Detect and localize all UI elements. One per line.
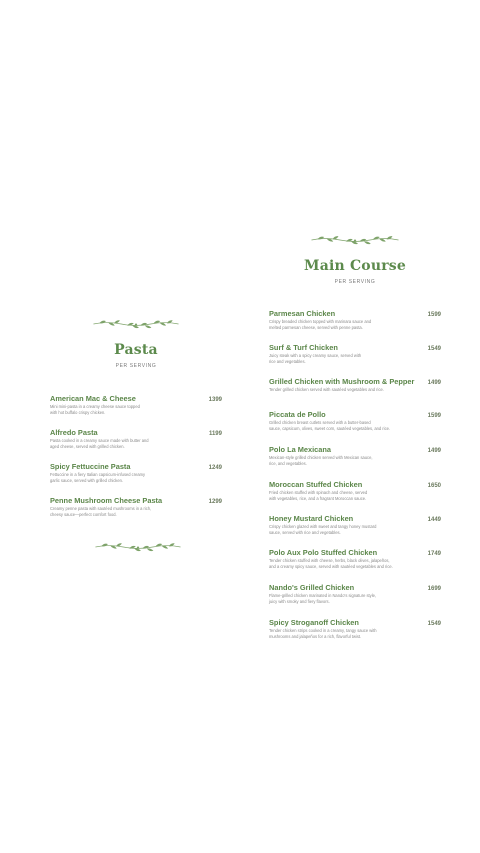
item-name: Polo Aux Polo Stuffed Chicken [269,548,378,557]
item-description: Flame-grilled chicken marinated in Nando's signature style, [269,593,377,598]
item-name: Grilled Chicken with Mushroom & Pepper [269,377,415,386]
item-price: 1749 [427,551,441,557]
item-price: 1499 [427,448,441,454]
item-name: Surf & Turf Chicken [269,343,338,352]
item-description: juicy with smoky and fiery flavors. [269,599,330,604]
menu-item [269,445,441,467]
item-description: Tender chicken strips cooked in a creamy, tangy sauce with [269,628,377,633]
item-price: 1549 [427,621,441,627]
item-description: Creamy penne pasta with sautéed mushrooms in a rich, [50,506,152,511]
menu-item [269,309,441,331]
item-description: sauce, served with rice and vegetables. [269,530,341,535]
item-description: garlic sauce, served with grilled chicken. [50,478,124,483]
item-description: Tender chicken stuffed with cheese, herbs, black olives, jalapeños, [269,558,390,563]
leaf-vine-icon [94,541,182,553]
item-description: cheesy sauce—perfect comfort food. [50,512,117,517]
leaf-vine-icon [310,234,400,246]
item-name: Polo La Mexicana [269,445,332,454]
item-description: Pasta cooked in a creamy sauce made with butter and [50,438,149,443]
item-name: Moroccan Stuffed Chicken [269,480,363,489]
item-description: mushrooms and jalapeños for a rich, flavorful twist. [269,634,362,639]
item-name: Nando's Grilled Chicken [269,583,355,592]
pasta-items [50,394,222,524]
item-description: Crispy breaded chicken topped with marinara sauce and [269,319,372,324]
pasta-subtitle: PER SERVING [115,363,157,369]
pasta-title: Pasta [114,342,158,358]
menu-item [269,514,441,536]
menu-item [269,548,441,570]
item-name: Spicy Fettuccine Pasta [50,462,131,471]
item-price: 1449 [427,517,441,523]
item-name: Honey Mustard Chicken [269,514,354,523]
item-description: Mini mini-pasta in a creamy cheese sauce topped [50,404,140,409]
main-course-title: Main Course [304,258,406,274]
main-course-subtitle: PER SERVING [334,279,376,285]
item-price: 1599 [427,413,441,419]
item-description: Juicy steak with a spicy creamy sauce, served with [269,353,362,358]
item-name: Alfredo Pasta [50,428,98,437]
menu-item [269,618,441,640]
main-course-section [269,234,441,285]
item-name: Penne Mushroom Cheese Pasta [50,496,163,505]
menu-item [50,394,222,416]
item-description: rice and vegetables. [269,359,306,364]
item-price: 1650 [427,483,441,489]
item-description: sauce, capsicum, olives, sweet corn, sautéed vegetables, and rice. [269,426,391,431]
menu-item [269,410,441,432]
item-description: Mexican-style grilled chicken served with Mexican sauce, [269,455,373,460]
item-price: 1249 [208,465,222,471]
item-description: aged cheese, served with grilled chicken. [50,444,125,449]
item-name: American Mac & Cheese [50,394,136,403]
item-name: Parmesan Chicken [269,309,336,318]
item-price: 1499 [427,380,441,386]
item-price: 1549 [427,346,441,352]
item-price: 1199 [208,431,222,437]
menu-item [269,480,441,502]
menu-item [269,377,441,393]
item-price: 1699 [427,586,441,592]
item-price: 1299 [208,499,222,505]
item-price: 1599 [427,312,441,318]
item-name: Spicy Stroganoff Chicken [269,618,359,627]
item-price: 1399 [208,397,222,403]
item-description: with hot buffalo crispy chicken. [50,410,106,415]
menu-item [269,583,441,605]
leaf-vine-icon [92,318,180,330]
main-course-items [269,309,441,649]
menu-item [269,343,441,365]
item-description: and a creamy spicy sauce, served with sautéed vegetables and rice. [269,564,393,569]
menu-item [50,462,222,484]
item-description: Fried chicken stuffed with spinach and cheese, served [269,490,368,495]
item-description: with vegetables, rice, and a fragrant Moroccan sauce. [269,496,367,501]
pasta-section [50,318,222,369]
item-description: Grilled chicken breast cutlets served with a butter-based [269,420,371,425]
menu-item [50,496,222,518]
item-description: Crispy chicken glazed with sweet and tangy honey mustard [269,524,377,529]
item-description: rice, and vegetables. [269,461,307,466]
item-description: Tender grilled chicken served with sautéed vegetables and rice. [269,387,384,392]
menu-item [50,428,222,450]
item-description: melted parmesan cheese, served with penne pasta. [269,325,363,330]
item-description: Fettuccine in a fiery Italian capsicum-infused creamy [50,472,146,477]
main-course-header [269,234,441,285]
item-name: Piccata de Pollo [269,410,326,419]
pasta-header [50,318,222,369]
